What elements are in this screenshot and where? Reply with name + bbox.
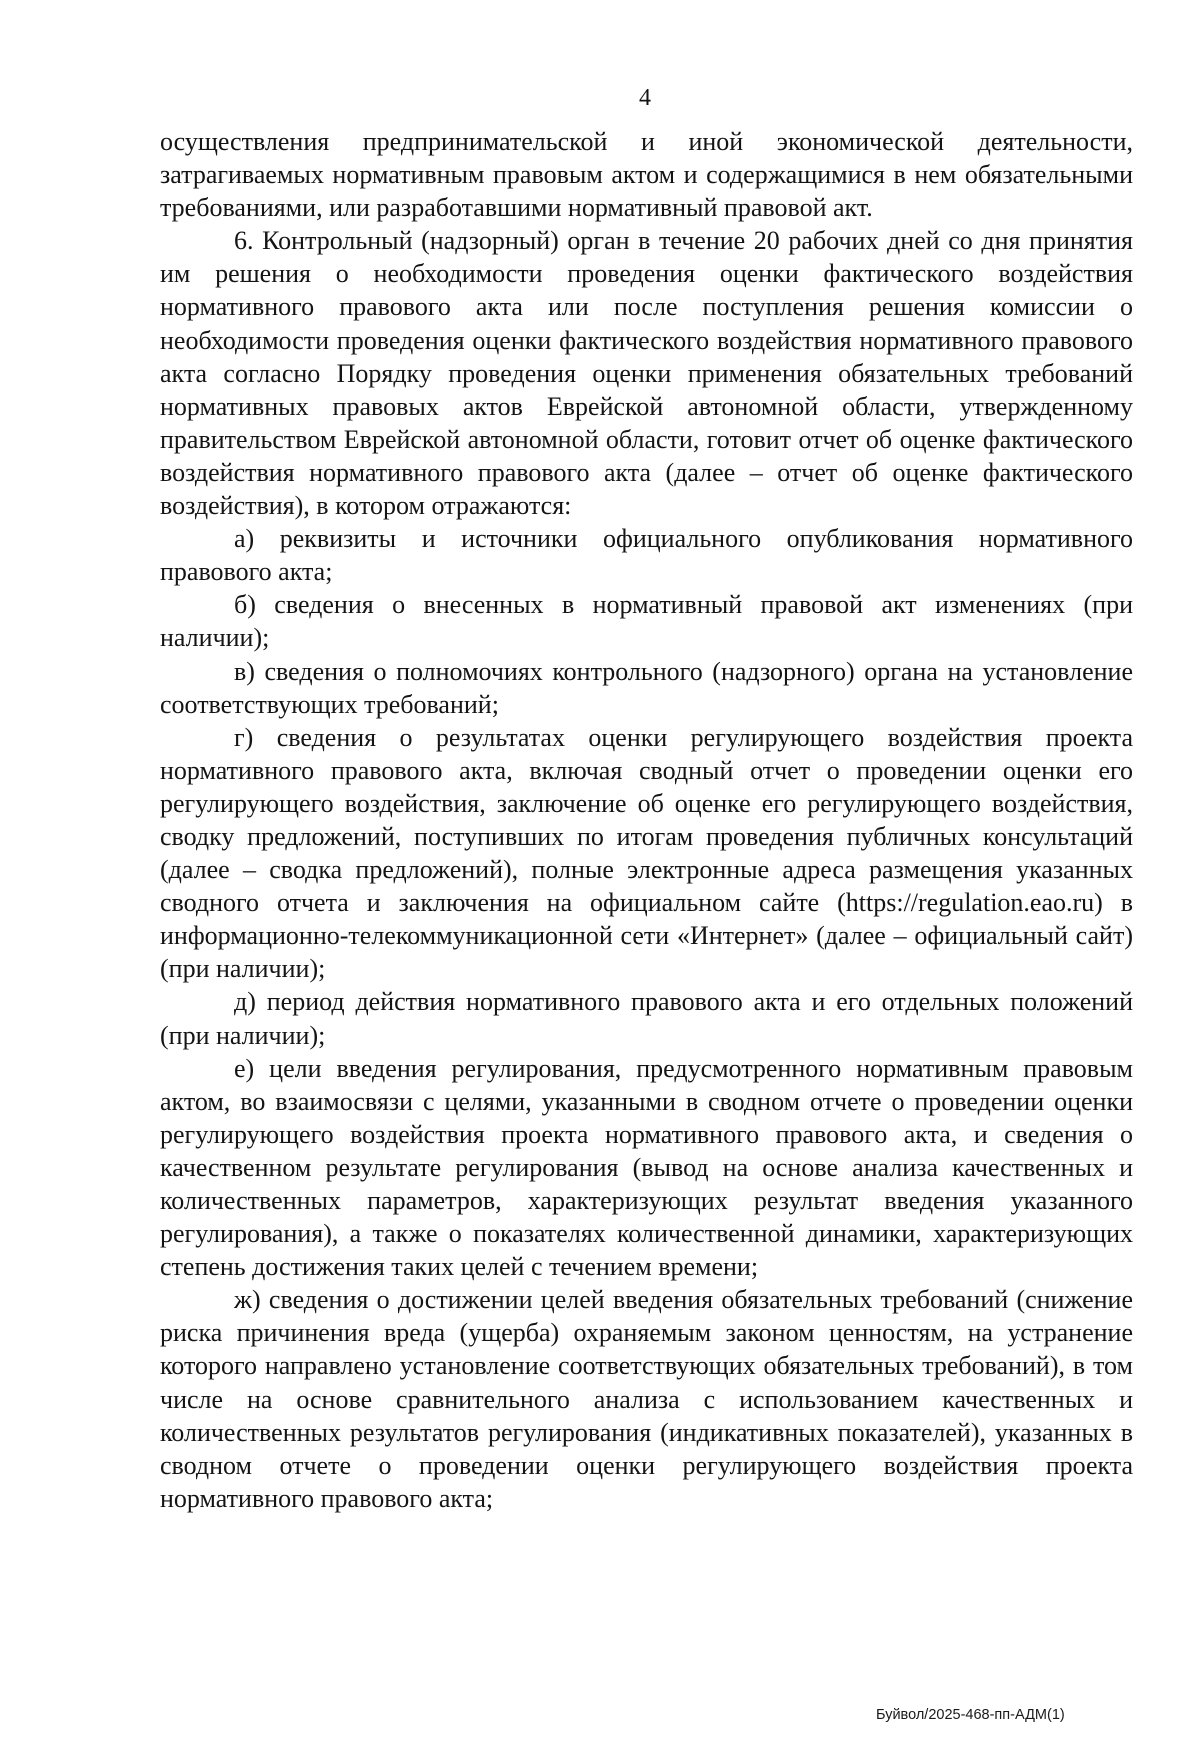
- paragraph-item-zh: ж) сведения о достижении целей введения обязательных требований (снижение риска причинения вреда (ущерба) охраняемым законом ценностям, на устранение которого направлено установление соответствующих обязательных требований), в том числе на основе сравнительного анализа с использованием качественных и количественных результатов регулирования (индикативных показателей), указанных в сводном отчете о проведении оценки регулирующего воздействия проекта нормативного правового акта;: [160, 1285, 1133, 1513]
- paragraph-item-d: д) период действия нормативного правового акта и его отдельных положений (при наличии);: [160, 987, 1133, 1050]
- page-number: 4: [639, 85, 651, 111]
- paragraph-item-6: 6. Контрольный (надзорный) орган в течение 20 рабочих дней со дня принятия им решения о необходимости проведения оценки фактического воздействия нормативного правового акта или после поступления решения комиссии о необходимости проведения оценки фактического воздействия нормативного правового акта согласно Порядку проведения оценки применения обязательных требований нормативных правовых актов Еврейской автономной области, утвержденному правительством Еврейской автономной области, готовит отчет об оценке фактического воздействия нормативного правового акта (далее – отчет об оценке фактического воздействия), в котором отражаются:: [160, 226, 1133, 521]
- paragraph-item-b: б) сведения о внесенных в нормативный правовой акт изменениях (при наличии);: [160, 590, 1133, 653]
- footer-document-code: Буйвол/2025-468-пп-АДМ(1): [876, 1707, 1065, 1723]
- paragraph-item-e: е) цели введения регулирования, предусмотренного нормативным правовым актом, во взаимосвязи с целями, указанными в сводном отчете о проведении оценки регулирующего воздействия проекта нормативного правового акта, и сведения о качественном результате регулирования (вывод на основе анализа качественных и количественных параметров, характеризующих результат введения указанного регулирования), а также о показателях количественной динамики, характеризующих степень достижения таких целей с течением времени;: [160, 1053, 1133, 1282]
- paragraph-continuation: осуществления предпринимательской и иной экономической деятельности, затрагиваемых нормативным правовым актом и содержащимися в нем обязательными требованиями, или разработавшими нормативный правовой акт.: [160, 127, 1133, 223]
- document-body: [160, 125, 1133, 1515]
- paragraph-item-v: в) сведения о полномочиях контрольного (надзорного) органа на установление соответствующих требований;: [160, 656, 1133, 719]
- paragraph-item-a: а) реквизиты и источники официального опубликования нормативного правового акта;: [160, 524, 1133, 587]
- paragraph-item-g: г) сведения о результатах оценки регулирующего воздействия проекта нормативного правового акта, включая сводный отчет о проведении оценки его регулирующего воздействия, заключение об оценке его регулирующего воздействия, сводку предложений, поступивших по итогам проведения публичных консультаций (далее – сводка предложений), полные электронные адреса размещения указанных сводного отчета и заключения на официальном сайте (https://regulation.eao.ru) в информационно-телекоммуникационной сети «Интернет» (далее – официальный сайт) (при наличии);: [160, 722, 1133, 984]
